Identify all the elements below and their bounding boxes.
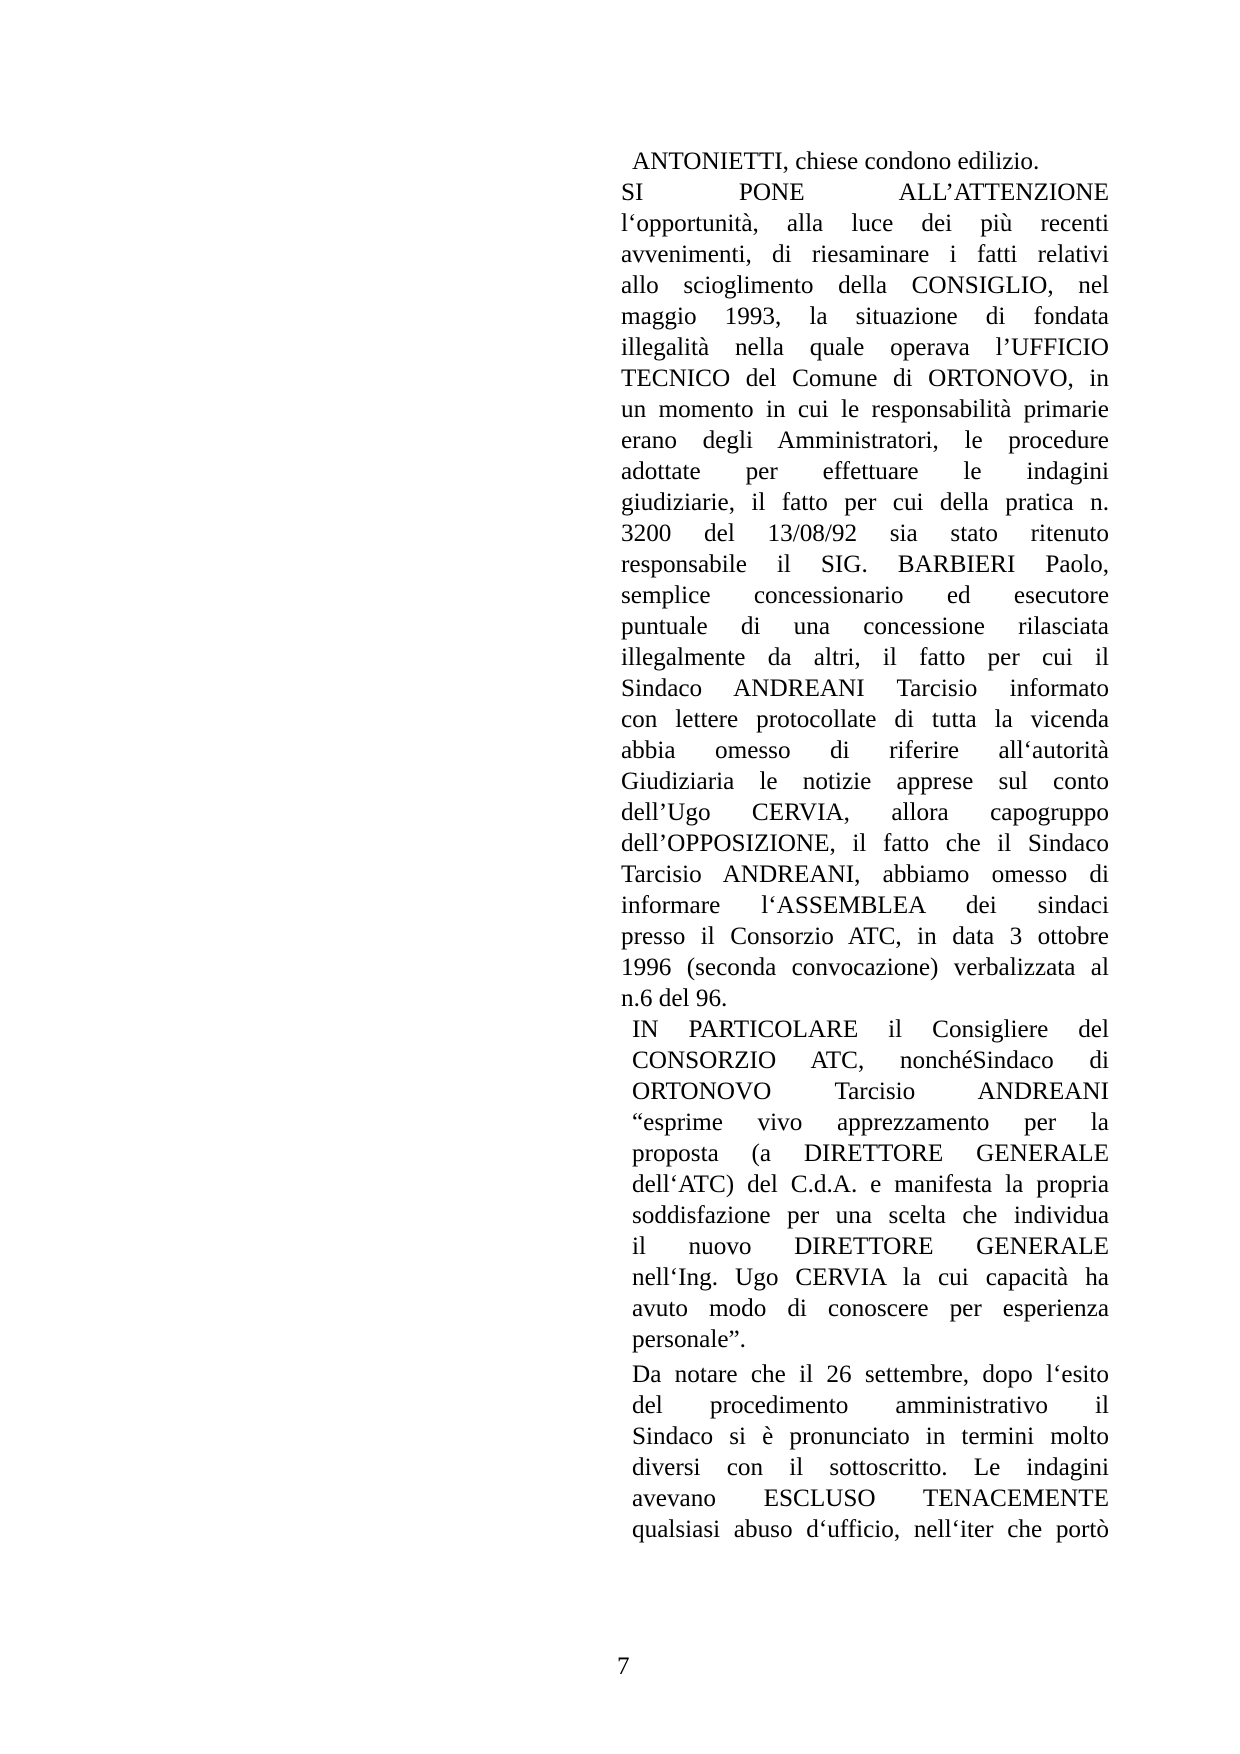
text-line: con lettere protocollate di tutta la vicenda [621, 706, 1109, 733]
text-line: nell‘Ing. Ugo CERVIA la cui capacità ha [632, 1264, 1109, 1291]
text-line: ORTONOVO Tarcisio ANDREANI [632, 1078, 1109, 1105]
text-line: allo scioglimento della CONSIGLIO, nel [621, 272, 1109, 299]
text-line: TECNICO del Comune di ORTONOVO, in [621, 365, 1109, 392]
text-line: erano degli Amministratori, le procedure [621, 427, 1109, 454]
text-line: abbia omesso di riferire all‘autorità [621, 737, 1109, 764]
text-line: qualsiasi abuso d‘ufficio, nell‘iter che portò [632, 1516, 1109, 1543]
text-line: ANTONIETTI, chiese condono edilizio. [632, 148, 1040, 175]
text-line: Sindaco si è pronunciato in termini molto [632, 1423, 1109, 1450]
text-line: illegalità nella quale operava l’UFFICIO [621, 334, 1109, 361]
text-line: dell‘ATC) del C.d.A. e manifesta la propria [632, 1171, 1109, 1198]
text-line: responsabile il SIG. BARBIERI Paolo, [621, 551, 1109, 578]
text-line: n.6 del 96. [621, 985, 728, 1012]
text-line: personale”. [632, 1326, 746, 1353]
text-line: SI PONE ALL’ATTENZIONE [621, 179, 1109, 206]
text-line: del procedimento amministrativo il [632, 1392, 1109, 1419]
text-line: diversi con il sottoscritto. Le indagini [632, 1454, 1109, 1481]
text-line: IN PARTICOLARE il Consigliere del [632, 1016, 1109, 1043]
text-line: Giudiziaria le notizie apprese sul conto [621, 768, 1109, 795]
text-line: il nuovo DIRETTORE GENERALE [632, 1233, 1109, 1260]
text-line: adottate per effettuare le indagini [621, 458, 1109, 485]
text-line: Tarcisio ANDREANI, abbiamo omesso di [621, 861, 1109, 888]
text-line: avuto modo di conoscere per esperienza [632, 1295, 1109, 1322]
text-line: soddisfazione per una scelta che individua [632, 1202, 1109, 1229]
text-line: presso il Consorzio ATC, in data 3 ottobre [621, 923, 1109, 950]
text-line: CONSORZIO ATC, nonchéSindaco di [632, 1047, 1109, 1074]
text-line: giudiziarie, il fatto per cui della pratica n. [621, 489, 1109, 516]
text-line: dell’OPPOSIZIONE, il fatto che il Sindaco [621, 830, 1109, 857]
text-line: maggio 1993, la situazione di fondata [621, 303, 1109, 330]
text-line: avevano ESCLUSO TENACEMENTE [632, 1485, 1109, 1512]
text-line: semplice concessionario ed esecutore [621, 582, 1109, 609]
text-line: informare l‘ASSEMBLEA dei sindaci [621, 892, 1109, 919]
text-line: Da notare che il 26 settembre, dopo l‘esito [632, 1361, 1109, 1388]
text-line: proposta (a DIRETTORE GENERALE [632, 1140, 1109, 1167]
page-number: 7 [617, 1653, 630, 1680]
text-line: “esprime vivo apprezzamento per la [632, 1109, 1109, 1136]
document-body [621, 146, 1109, 1545]
text-line: avvenimenti, di riesaminare i fatti relativi [621, 241, 1109, 268]
text-line: Sindaco ANDREANI Tarcisio informato [621, 675, 1109, 702]
text-line: dell’Ugo CERVIA, allora capogruppo [621, 799, 1109, 826]
text-line: un momento in cui le responsabilità primarie [621, 396, 1109, 423]
text-line: illegalmente da altri, il fatto per cui il [621, 644, 1109, 671]
text-line: l‘opportunità, alla luce dei più recenti [621, 210, 1109, 237]
text-line: 1996 (seconda convocazione) verbalizzata al [621, 954, 1109, 981]
text-line: puntuale di una concessione rilasciata [621, 613, 1109, 640]
text-line: 3200 del 13/08/92 sia stato ritenuto [621, 520, 1109, 547]
